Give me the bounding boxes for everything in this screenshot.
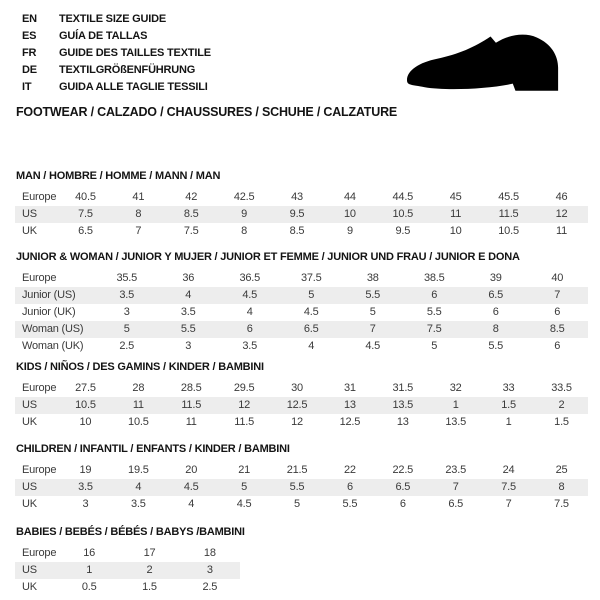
table-row-kids-us: [15, 397, 588, 414]
row-label: Woman (UK): [22, 340, 84, 352]
row-label: UK: [22, 416, 37, 428]
size-cell: 28.5: [180, 382, 202, 394]
size-cell: 46: [555, 191, 568, 203]
size-cell: 11.5: [234, 416, 255, 428]
size-cell: 40.5: [75, 191, 96, 203]
size-cell: 6: [492, 306, 499, 318]
size-cell: 6: [431, 289, 438, 301]
size-cell: 3: [82, 498, 89, 510]
size-cell: 5: [369, 306, 376, 318]
size-table-babies: [15, 545, 240, 596]
size-cell: 4: [246, 306, 253, 318]
size-section-babies: [15, 526, 588, 596]
size-cell: 3.5: [242, 340, 258, 352]
table-row-babies-europe: [15, 545, 240, 562]
size-cell: 17: [143, 547, 156, 559]
language-row: [22, 10, 211, 27]
size-cell: 12: [238, 399, 251, 411]
size-cell: 32: [449, 382, 462, 394]
size-cell: 4.5: [242, 289, 258, 301]
size-cell: 13.5: [392, 399, 414, 411]
size-cell: 2: [146, 564, 153, 576]
size-cell: 6.5: [78, 225, 93, 237]
size-cell: 11: [132, 399, 144, 411]
size-cell: 28: [132, 382, 145, 394]
size-cell: 5: [123, 323, 130, 335]
size-cell: 7.5: [554, 498, 569, 510]
size-cell: 38.5: [423, 272, 445, 284]
size-cell: 24: [502, 464, 515, 476]
table-row-junior-womanuk: [15, 338, 588, 355]
dress-shoe-icon: [397, 25, 577, 105]
size-cell: 10.5: [128, 416, 149, 428]
row-label: Junior (US): [22, 289, 76, 301]
size-cell: 44.5: [392, 191, 414, 203]
size-cell: 4.5: [183, 481, 199, 493]
size-cell: 2.5: [202, 581, 218, 593]
size-cell: 5: [294, 498, 300, 510]
size-cell: 22.5: [392, 464, 414, 476]
row-label: Europe: [22, 191, 57, 203]
size-section-man: [15, 170, 588, 240]
size-cell: 12.5: [339, 416, 361, 428]
size-cell: 8: [492, 323, 499, 335]
size-cell: 1.5: [501, 399, 516, 411]
row-label: US: [22, 481, 37, 493]
size-cell: 19: [79, 464, 92, 476]
size-cell: 4: [135, 481, 142, 493]
size-table-man: [15, 189, 588, 240]
table-row-children-europe: [15, 462, 588, 479]
size-cell: 9: [241, 208, 248, 220]
section-title-children: CHILDREN / INFANTIL / ENFANTS / KINDER / BAMBINI: [16, 443, 290, 455]
language-code: IT: [22, 80, 32, 93]
size-cell: 7.5: [183, 225, 199, 237]
size-cell: 10: [343, 208, 356, 220]
size-cell: 36.5: [239, 272, 261, 284]
size-cell: 19.5: [128, 464, 149, 476]
size-cell: 4: [185, 289, 192, 301]
size-cell: 4.5: [365, 340, 381, 352]
table-row-children-us: [15, 479, 588, 496]
category-title: FOOTWEAR / CALZADO / CHAUSSURES / SCHUHE / CALZATURE: [16, 105, 398, 119]
size-cell: 8.5: [549, 323, 565, 335]
size-cell: 41: [132, 191, 145, 203]
size-cell: 3.5: [180, 306, 196, 318]
size-cell: 10.5: [498, 225, 519, 237]
size-cell: 10.5: [392, 208, 414, 220]
size-cell: 8.5: [183, 208, 199, 220]
table-row-junior-europe: [15, 270, 588, 287]
size-cell: 22: [343, 464, 356, 476]
size-cell: 29.5: [233, 382, 255, 394]
size-sections: [15, 170, 588, 596]
size-cell: 33.5: [551, 382, 572, 394]
language-title: GUÍA DE TALLAS: [59, 29, 148, 42]
table-row-kids-uk: [15, 414, 588, 431]
language-code: FR: [22, 46, 37, 59]
table-row-children-uk: [15, 496, 588, 513]
size-cell: 6: [554, 306, 561, 318]
size-cell: 13: [396, 416, 409, 428]
table-row-man-uk: [15, 223, 588, 240]
size-cell: 6: [399, 498, 406, 510]
size-table-children: [15, 462, 588, 513]
size-cell: 3: [206, 564, 213, 576]
size-cell: 44: [343, 191, 356, 203]
size-cell: 6: [554, 340, 561, 352]
size-section-children: [15, 443, 588, 513]
size-cell: 6.5: [448, 498, 464, 510]
size-cell: 7.5: [501, 481, 516, 493]
row-label: Europe: [22, 382, 57, 394]
language-row: [22, 61, 211, 78]
size-cell: 1: [505, 416, 512, 428]
size-cell: 5: [308, 289, 315, 301]
size-cell: 11.5: [498, 208, 519, 220]
size-cell: 3.5: [119, 289, 135, 301]
size-cell: 12: [555, 208, 568, 220]
size-cell: 21.5: [286, 464, 308, 476]
size-cell: 6.5: [395, 481, 411, 493]
row-label: US: [22, 208, 37, 220]
size-cell: 23.5: [445, 464, 466, 476]
size-cell: 0.5: [81, 581, 97, 593]
size-cell: 5.5: [342, 498, 358, 510]
size-cell: 9.5: [289, 208, 305, 220]
language-title: GUIDA ALLE TAGLIE TESSILI: [59, 80, 208, 93]
language-row: [22, 78, 211, 95]
size-cell: 10: [79, 416, 92, 428]
size-cell: 7: [452, 481, 459, 493]
row-label: US: [22, 399, 37, 411]
language-row: [22, 44, 211, 61]
size-cell: 4.5: [303, 306, 319, 318]
size-cell: 11: [555, 225, 568, 237]
row-label: Woman (US): [22, 323, 84, 335]
size-cell: 31: [343, 382, 356, 394]
size-cell: 1.5: [554, 416, 569, 428]
size-cell: 7: [135, 225, 142, 237]
row-label: UK: [22, 581, 37, 593]
size-cell: 5: [431, 340, 438, 352]
language-header: [22, 10, 211, 95]
size-cell: 10: [449, 225, 462, 237]
size-cell: 6: [346, 481, 353, 493]
language-row: [22, 27, 211, 44]
size-cell: 1: [86, 564, 93, 576]
size-cell: 2: [558, 399, 565, 411]
size-cell: 5.5: [180, 323, 196, 335]
row-label: Europe: [22, 272, 57, 284]
size-cell: 11.5: [181, 399, 202, 411]
row-label: UK: [22, 225, 37, 237]
table-row-babies-us: [15, 562, 240, 579]
table-row-man-europe: [15, 189, 588, 206]
table-row-man-us: [15, 206, 588, 223]
size-cell: 8: [241, 225, 248, 237]
size-cell: 37.5: [300, 272, 322, 284]
size-cell: 5.5: [488, 340, 504, 352]
size-cell: 8.5: [289, 225, 305, 237]
size-cell: 30: [291, 382, 303, 394]
size-cell: 31.5: [392, 382, 414, 394]
section-title-babies: BABIES / BEBÉS / BÉBÉS / BABYS /BAMBINI: [16, 526, 245, 538]
size-cell: 18: [203, 547, 216, 559]
size-cell: 7: [505, 498, 512, 510]
row-label: Europe: [22, 547, 57, 559]
size-cell: 5.5: [365, 289, 381, 301]
size-cell: 35.5: [116, 272, 138, 284]
table-row-babies-uk: [15, 579, 240, 596]
size-cell: 3.5: [130, 498, 146, 510]
size-cell: 20: [185, 464, 198, 476]
size-cell: 36: [182, 272, 195, 284]
size-cell: 11: [185, 416, 197, 428]
size-cell: 13: [343, 399, 356, 411]
language-title: TEXTILGRÖßENFÜHRUNG: [59, 63, 196, 76]
size-cell: 9.5: [395, 225, 411, 237]
row-label: Junior (UK): [22, 306, 76, 318]
size-cell: 1.5: [142, 581, 157, 593]
size-cell: 40: [551, 272, 564, 284]
size-cell: 27.5: [75, 382, 96, 394]
size-cell: 4.5: [236, 498, 252, 510]
size-cell: 1: [452, 399, 459, 411]
size-cell: 39: [489, 272, 502, 284]
size-section-junior: [15, 251, 588, 355]
size-cell: 11: [450, 208, 462, 220]
size-cell: 6.5: [488, 289, 504, 301]
size-cell: 21: [238, 464, 251, 476]
language-code: DE: [22, 63, 37, 76]
size-cell: 45.5: [498, 191, 519, 203]
size-cell: 43: [291, 191, 303, 203]
size-cell: 9: [346, 225, 353, 237]
language-title: GUIDE DES TAILLES TEXTILE: [59, 46, 211, 59]
table-row-kids-europe: [15, 380, 588, 397]
size-cell: 7.5: [426, 323, 442, 335]
row-label: UK: [22, 498, 37, 510]
size-cell: 12: [291, 416, 303, 428]
size-cell: 4: [188, 498, 195, 510]
size-cell: 5.5: [289, 481, 305, 493]
size-cell: 38: [366, 272, 379, 284]
language-code: ES: [22, 29, 37, 42]
size-cell: 8: [558, 481, 565, 493]
size-cell: 6.5: [303, 323, 319, 335]
size-cell: 5.5: [426, 306, 442, 318]
size-cell: 6: [246, 323, 253, 335]
size-cell: 13.5: [445, 416, 466, 428]
size-table-junior: [15, 270, 588, 355]
size-cell: 3.5: [78, 481, 93, 493]
size-cell: 8: [135, 208, 142, 220]
size-cell: 4: [308, 340, 315, 352]
size-cell: 5: [241, 481, 248, 493]
size-section-kids: [15, 361, 588, 431]
size-cell: 7.5: [78, 208, 93, 220]
size-cell: 12.5: [286, 399, 308, 411]
size-cell: 33: [502, 382, 515, 394]
table-row-junior-juniorus: [15, 287, 588, 304]
size-cell: 7: [554, 289, 561, 301]
table-row-junior-junioruk: [15, 304, 588, 321]
size-cell: 7: [369, 323, 376, 335]
size-cell: 2.5: [119, 340, 135, 352]
row-label: US: [22, 564, 37, 576]
section-title-kids: KIDS / NIÑOS / DES GAMINS / KINDER / BAMBINI: [16, 361, 264, 373]
section-title-junior: JUNIOR & WOMAN / JUNIOR Y MUJER / JUNIOR ET FEMME / JUNIOR UND FRAU / JUNIOR E DONA: [16, 251, 520, 263]
row-label: Europe: [22, 464, 57, 476]
size-cell: 3: [185, 340, 192, 352]
size-cell: 25: [555, 464, 568, 476]
section-title-man: MAN / HOMBRE / HOMME / MANN / MAN: [16, 170, 221, 182]
size-cell: 10.5: [75, 399, 96, 411]
size-cell: 42.5: [233, 191, 255, 203]
table-row-junior-womanus: [15, 321, 588, 338]
size-cell: 45: [449, 191, 462, 203]
size-table-kids: [15, 380, 588, 431]
language-code: EN: [22, 12, 37, 25]
size-cell: 3: [123, 306, 130, 318]
size-cell: 42: [185, 191, 198, 203]
language-title: TEXTILE SIZE GUIDE: [59, 12, 167, 25]
size-cell: 16: [83, 547, 96, 559]
